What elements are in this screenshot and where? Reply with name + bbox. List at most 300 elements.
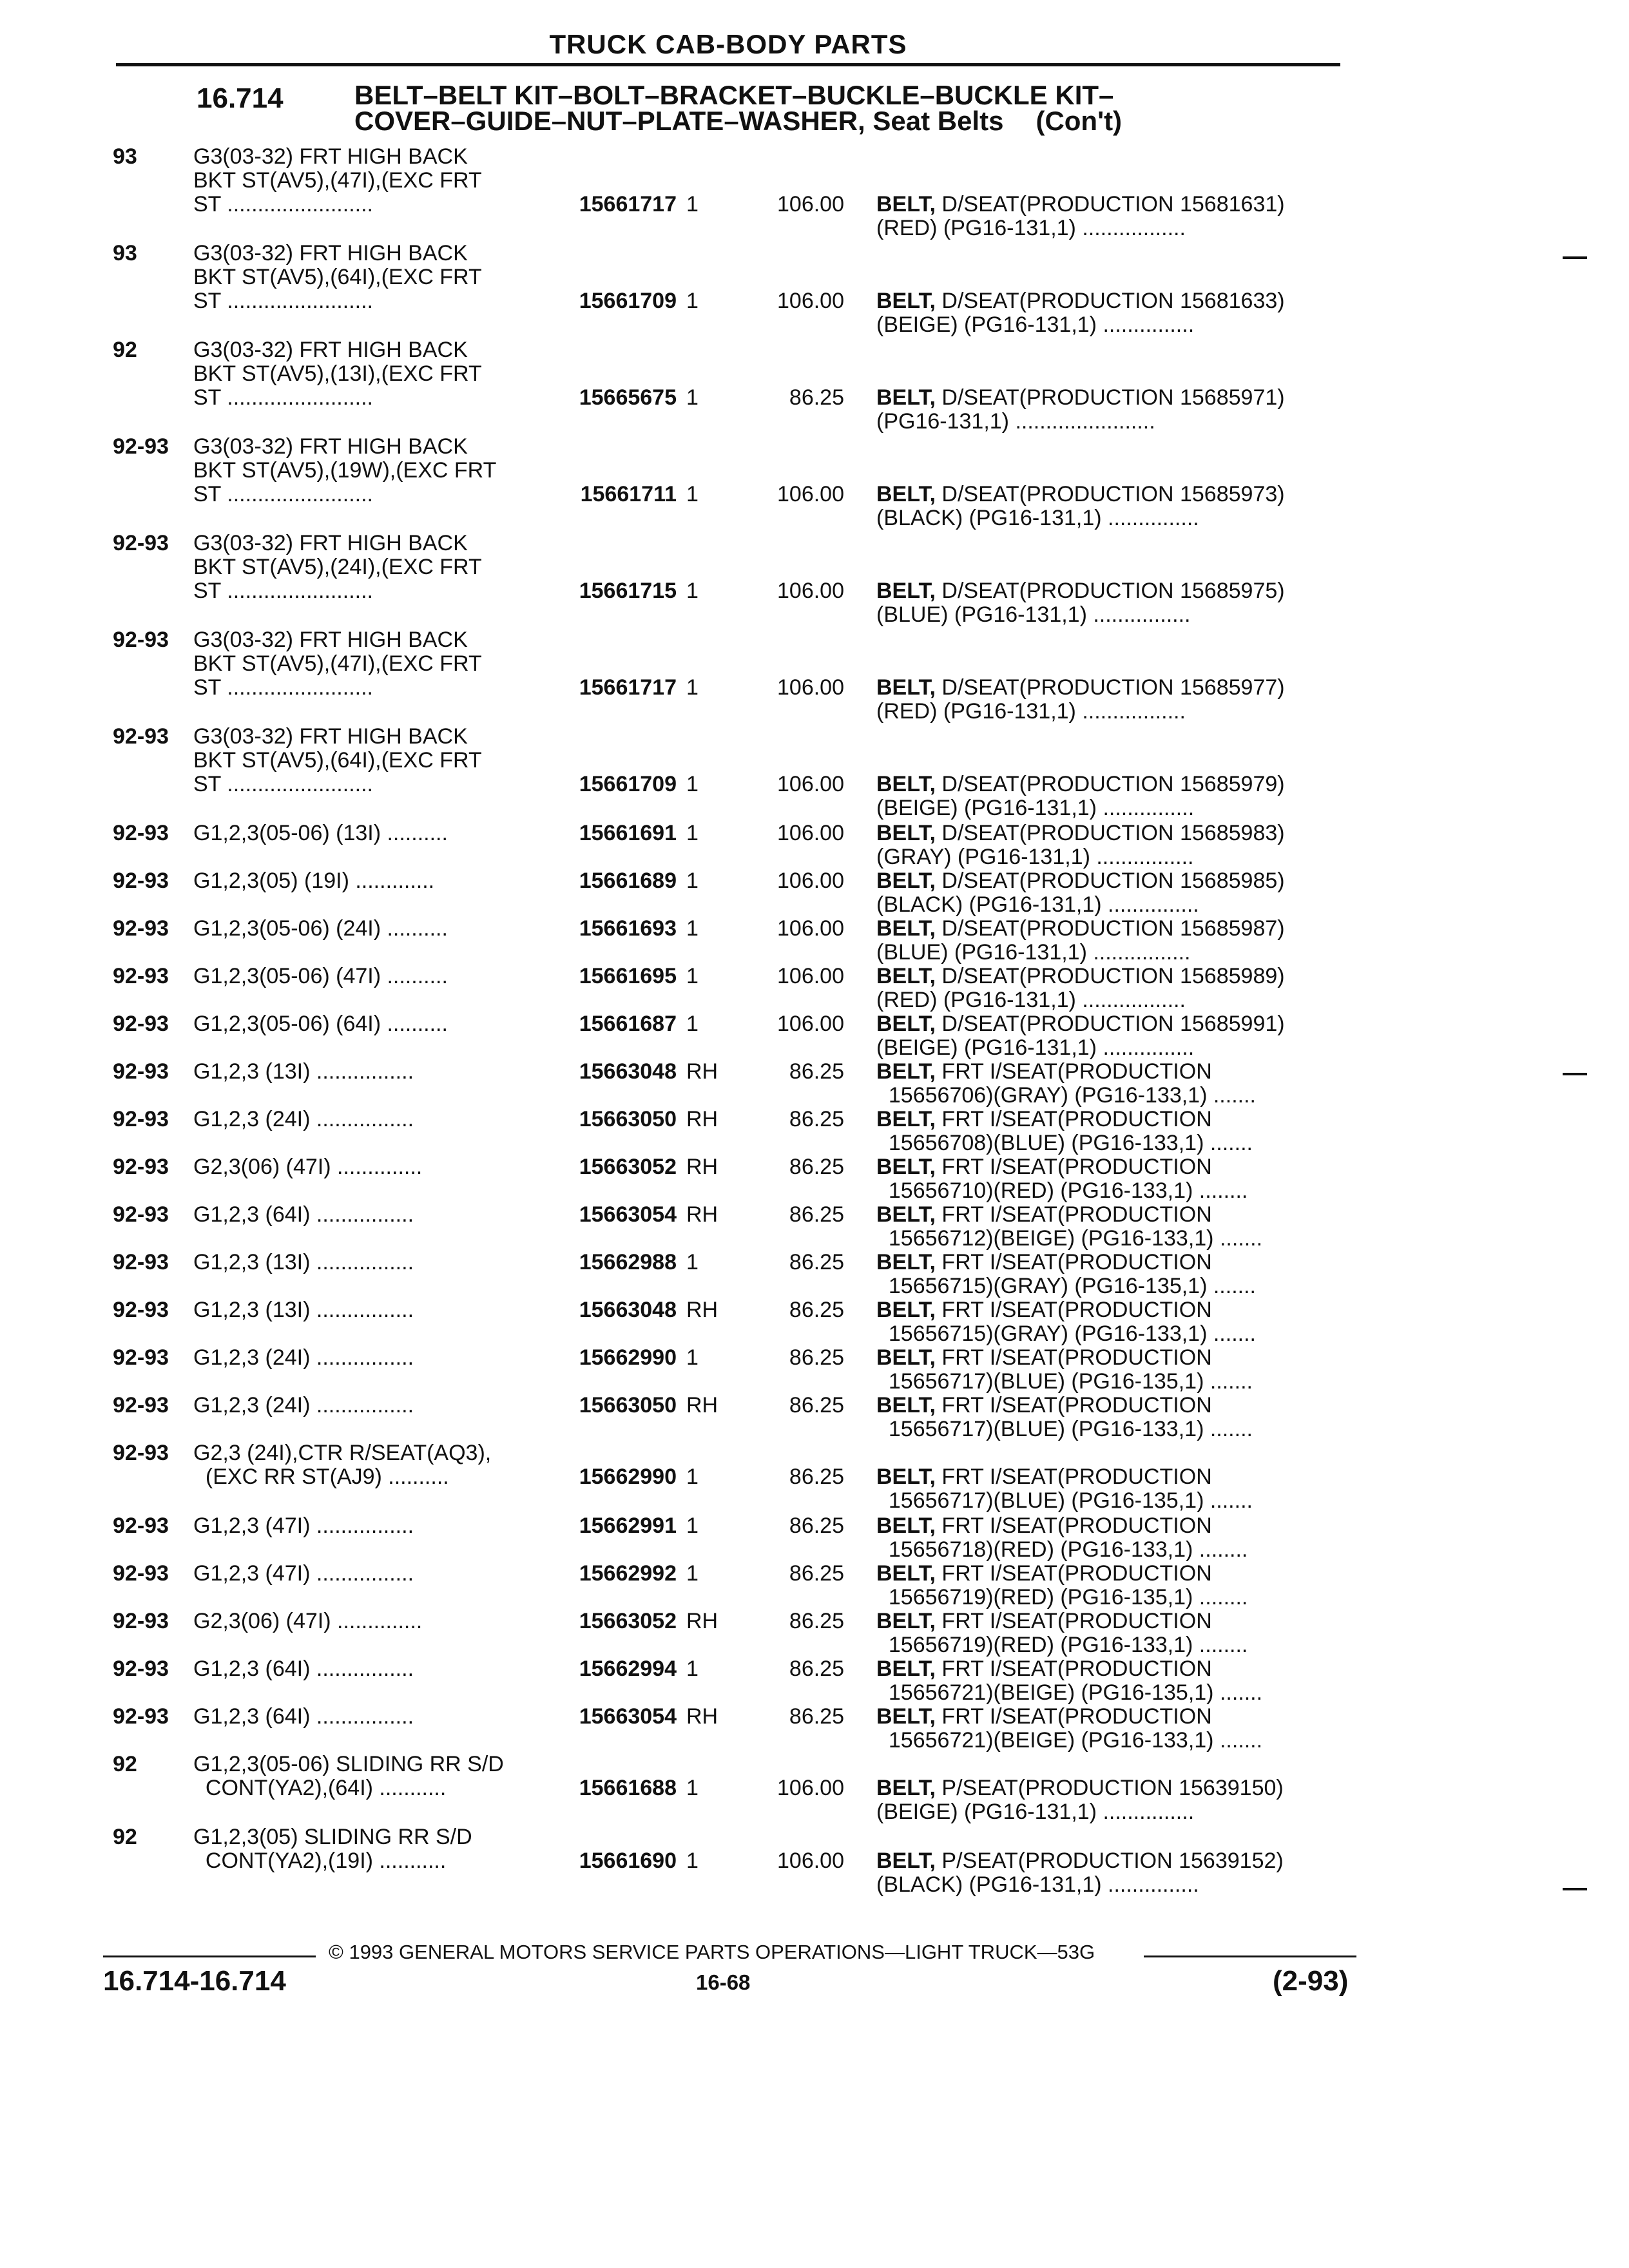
part-entry [0,1753,1629,1824]
figure-ref: 92-93 [113,1345,169,1370]
remark-text: FRT I/SEAT(PRODUCTION [941,1345,1212,1370]
part-number: 15661691 [579,821,677,845]
part-name: BELT, [876,1107,936,1131]
part-name: BELT, [876,1561,936,1586]
remark-text: FRT I/SEAT(PRODUCTION [941,1465,1212,1489]
quantity: RH [686,1704,718,1729]
quantity: 1 [686,482,699,506]
price: 86.25 [789,1609,844,1633]
part-number: 15665675 [579,385,677,410]
part-entry [0,1610,1629,1657]
part-remark [876,1873,1340,1897]
usage-description: G1,2,3 (24I) ................ [193,1393,414,1418]
part-remark [876,506,1340,530]
part-entry [0,145,1629,240]
part-number: 15663048 [579,1059,677,1084]
remark-text: D/SEAT(PRODUCTION 15685987) [941,916,1285,941]
figure-ref: 92-93 [113,1012,169,1036]
part-remark [876,1298,1340,1322]
remark-text: 15656710)(RED) (PG16-133,1) ........ [876,1178,1248,1203]
group-title [354,82,1385,134]
quantity: 1 [686,385,699,410]
part-remark [876,1346,1340,1370]
quantity: RH [686,1202,718,1227]
part-remark [876,1729,1340,1753]
part-remark [876,1203,1340,1227]
part-remark [876,822,1340,845]
part-remark [876,1465,1340,1489]
price: 106.00 [777,916,844,941]
usage-description: ST ........................ [193,482,373,506]
part-remark [876,1322,1340,1346]
remark-text: FRT I/SEAT(PRODUCTION [941,1561,1212,1586]
part-name: BELT, [876,1298,936,1322]
part-remark [876,1179,1340,1203]
footer-rule-right [1144,1956,1356,1957]
part-name: BELT, [876,1345,936,1370]
part-remark [876,1562,1340,1586]
usage-description: G1,2,3(05-06) (13I) .......... [193,821,448,845]
figure-ref: 92-93 [113,628,169,652]
usage-description: G1,2,3(05-06) (64I) .......... [193,1012,448,1036]
price: 106.00 [777,675,844,700]
usage-description: BKT ST(AV5),(24I),(EXC FRT [193,555,482,579]
part-number: 15661709 [579,772,677,796]
usage-description: ST ........................ [193,385,373,410]
part-name: BELT, [876,1609,936,1633]
part-name: BELT, [876,1202,936,1227]
remark-text: (BLUE) (PG16-131,1) ................ [876,602,1191,627]
part-name: BELT, [876,869,936,893]
figure-ref: 92-93 [113,531,169,555]
figure-ref: 92 [113,1752,137,1776]
figure-ref: 92-93 [113,1107,169,1131]
remark-text: 15656719)(RED) (PG16-135,1) ........ [876,1585,1248,1610]
usage-description: (EXC RR ST(AJ9) .......... [193,1465,449,1489]
usage-description: G3(03-32) FRT HIGH BACK [193,724,468,749]
part-entry [0,965,1629,1012]
remark-text: D/SEAT(PRODUCTION 15685985) [941,869,1285,893]
part-entry [0,1298,1629,1346]
price: 86.25 [789,1202,844,1227]
quantity: 1 [686,1776,699,1800]
figure-ref: 92-93 [113,1393,169,1418]
part-number: 15662990 [579,1465,677,1489]
price: 86.25 [789,1561,844,1586]
part-number: 15661693 [579,916,677,941]
part-entry [0,242,1629,337]
part-entry [0,435,1629,530]
group-title-line-2: COVER–GUIDE–NUT–PLATE–WASHER, Seat Belts [354,106,1004,136]
usage-description: G3(03-32) FRT HIGH BACK [193,531,468,555]
part-entry [0,1108,1629,1155]
usage-description: G2,3 (24I),CTR R/SEAT(AQ3), [193,1441,492,1465]
usage-description: G3(03-32) FRT HIGH BACK [193,434,468,459]
quantity: 1 [686,1514,699,1538]
figure-ref: 92-93 [113,1561,169,1586]
part-remark [876,1084,1340,1108]
quantity: 1 [686,1250,699,1274]
usage-description: G2,3(06) (47I) .............. [193,1609,423,1633]
margin-tick [1563,256,1587,259]
quantity: 1 [686,772,699,796]
remark-text: (RED) (PG16-131,1) ................. [876,988,1186,1012]
price: 106.00 [777,289,844,313]
part-entry [0,1346,1629,1394]
price: 86.25 [789,1298,844,1322]
remark-text: FRT I/SEAT(PRODUCTION [941,1609,1212,1633]
figure-ref: 92-93 [113,434,169,459]
part-remark [876,1370,1340,1394]
part-remark [876,579,1340,603]
quantity: 1 [686,1345,699,1370]
price: 106.00 [777,1012,844,1036]
usage-description: ST ........................ [193,772,373,796]
part-remark [876,1586,1340,1610]
usage-description: ST ........................ [193,192,373,216]
usage-description: G1,2,3 (13I) ................ [193,1250,414,1274]
remark-text: D/SEAT(PRODUCTION 15685989) [941,964,1285,988]
part-entry [0,725,1629,820]
part-remark [876,216,1340,240]
figure-ref: 92-93 [113,821,169,845]
revision-date: (2-93) [1273,1965,1349,1997]
remark-text: D/SEAT(PRODUCTION 15685977) [941,675,1285,700]
part-name: BELT, [876,192,936,216]
remark-text: (BLACK) (PG16-131,1) ............... [876,506,1199,530]
part-name: BELT, [876,1776,936,1800]
part-entry [0,917,1629,965]
part-name: BELT, [876,821,936,845]
remark-text: 15656715)(GRAY) (PG16-135,1) ....... [876,1274,1256,1298]
part-name: BELT, [876,1059,936,1084]
price: 86.25 [789,1155,844,1179]
price: 106.00 [777,1849,844,1873]
remark-text: 15656712)(BEIGE) (PG16-133,1) ....... [876,1226,1263,1251]
part-name: BELT, [876,579,936,603]
usage-description: CONT(YA2),(64I) ........... [193,1776,447,1800]
quantity: 1 [686,821,699,845]
part-number: 15663048 [579,1298,677,1322]
usage-description: G1,2,3 (13I) ................ [193,1059,414,1084]
part-entry [0,1012,1629,1060]
figure-ref: 92-93 [113,1250,169,1274]
figure-ref: 92-93 [113,1704,169,1729]
usage-description: G1,2,3 (24I) ................ [193,1107,414,1131]
remark-text: (BLACK) (PG16-131,1) ............... [876,1872,1199,1897]
figure-ref: 92-93 [113,1155,169,1179]
part-remark [876,1274,1340,1298]
remark-text: D/SEAT(PRODUCTION 15685973) [941,482,1285,506]
remark-text: D/SEAT(PRODUCTION 15681631) [941,192,1285,216]
remark-text: 15656721)(BEIGE) (PG16-133,1) ....... [876,1728,1263,1753]
remark-text: (PG16-131,1) ....................... [876,409,1155,434]
part-entry [0,628,1629,724]
part-remark [876,1800,1340,1824]
part-name: BELT, [876,1849,936,1873]
part-remark [876,1681,1340,1705]
remark-text: FRT I/SEAT(PRODUCTION [941,1393,1212,1418]
part-entry [0,1657,1629,1705]
remark-text: (GRAY) (PG16-131,1) ................ [876,845,1194,869]
part-remark [876,1394,1340,1418]
remark-text: (RED) (PG16-131,1) ................. [876,699,1186,724]
quantity: 1 [686,916,699,941]
part-number: 15661717 [579,675,677,700]
quantity: RH [686,1298,718,1322]
usage-description: G1,2,3(05-06) (24I) .......... [193,916,448,941]
part-entry [0,869,1629,917]
part-name: BELT, [876,1514,936,1538]
usage-description: BKT ST(AV5),(19W),(EXC FRT [193,458,497,483]
usage-description: G1,2,3 (64I) ................ [193,1202,414,1227]
part-number: 15663050 [579,1393,677,1418]
part-remark [876,1538,1340,1562]
part-number: 15661717 [579,192,677,216]
part-remark [876,1108,1340,1131]
quantity: RH [686,1155,718,1179]
part-remark [876,796,1340,820]
quantity: 1 [686,1465,699,1489]
group-code: 16.714 [197,82,284,114]
quantity: RH [686,1609,718,1633]
quantity: 1 [686,964,699,988]
remark-text: 15656717)(BLUE) (PG16-135,1) ....... [876,1369,1253,1394]
remark-text: D/SEAT(PRODUCTION 15685975) [941,579,1285,603]
part-remark [876,1418,1340,1441]
price: 106.00 [777,1776,844,1800]
part-remark [876,676,1340,700]
usage-description: G3(03-32) FRT HIGH BACK [193,144,468,169]
usage-description: G3(03-32) FRT HIGH BACK [193,338,468,362]
part-name: BELT, [876,1704,936,1729]
part-entry [0,1705,1629,1753]
part-remark [876,700,1340,724]
remark-text: (BEIGE) (PG16-131,1) ............... [876,796,1195,820]
quantity: RH [686,1107,718,1131]
remark-text: FRT I/SEAT(PRODUCTION [941,1704,1212,1729]
remark-text: D/SEAT(PRODUCTION 15685979) [941,772,1285,796]
part-number: 15663050 [579,1107,677,1131]
remark-text: 15656721)(BEIGE) (PG16-135,1) ....... [876,1680,1263,1705]
part-remark [876,845,1340,869]
part-entry [0,1514,1629,1562]
price: 106.00 [777,821,844,845]
remark-text: FRT I/SEAT(PRODUCTION [941,1107,1212,1131]
part-remark [876,603,1340,627]
part-number: 15661690 [579,1849,677,1873]
part-remark [876,313,1340,337]
part-name: BELT, [876,482,936,506]
part-number: 15663052 [579,1609,677,1633]
part-number: 15662991 [579,1514,677,1538]
quantity: 1 [686,579,699,603]
part-number: 15661687 [579,1012,677,1036]
copyright-notice: © 1993 GENERAL MOTORS SERVICE PARTS OPERATIONS—LIGHT TRUCK—53G [329,1941,1095,1963]
price: 106.00 [777,482,844,506]
price: 86.25 [789,1704,844,1729]
part-remark [876,869,1340,893]
margin-tick [1563,1888,1587,1890]
usage-description: G1,2,3 (47I) ................ [193,1514,414,1538]
price: 106.00 [777,964,844,988]
remark-text: FRT I/SEAT(PRODUCTION [941,1514,1212,1538]
figure-ref: 92-93 [113,724,169,749]
usage-description: G1,2,3 (24I) ................ [193,1345,414,1370]
price: 86.25 [789,1059,844,1084]
figure-ref: 92-93 [113,916,169,941]
remark-text: FRT I/SEAT(PRODUCTION [941,1657,1212,1681]
part-remark [876,965,1340,988]
usage-description: BKT ST(AV5),(64I),(EXC FRT [193,265,482,289]
usage-description: BKT ST(AV5),(47I),(EXC FRT [193,168,482,193]
part-entry [0,532,1629,627]
part-remark [876,893,1340,917]
part-number: 15663052 [579,1155,677,1179]
part-entry [0,822,1629,869]
price: 86.25 [789,1107,844,1131]
remark-text: FRT I/SEAT(PRODUCTION [941,1298,1212,1322]
footer-rule-left [103,1956,316,1957]
quantity: 1 [686,1657,699,1681]
part-remark [876,1633,1340,1657]
usage-description: G1,2,3(05) SLIDING RR S/D [193,1825,472,1849]
figure-ref: 92 [113,1825,137,1849]
remark-text: 15656718)(RED) (PG16-133,1) ........ [876,1537,1248,1562]
price: 106.00 [777,192,844,216]
part-number: 15663054 [579,1202,677,1227]
usage-description: ST ........................ [193,289,373,313]
part-remark [876,1514,1340,1538]
usage-description: CONT(YA2),(19I) ........... [193,1849,447,1873]
remark-text: (RED) (PG16-131,1) ................. [876,216,1186,240]
quantity: 1 [686,1012,699,1036]
part-remark [876,386,1340,410]
usage-description: G1,2,3 (64I) ................ [193,1657,414,1681]
part-remark [876,1489,1340,1513]
figure-ref: 93 [113,241,137,265]
part-name: BELT, [876,289,936,313]
remark-text: FRT I/SEAT(PRODUCTION [941,1202,1212,1227]
usage-description: G2,3(06) (47I) .............. [193,1155,423,1179]
usage-description: ST ........................ [193,579,373,603]
figure-ref: 92-93 [113,1441,169,1465]
remark-text: 15656715)(GRAY) (PG16-133,1) ....... [876,1321,1256,1346]
remark-text: (BEIGE) (PG16-131,1) ............... [876,1800,1195,1824]
part-remark [876,1012,1340,1036]
quantity: 1 [686,192,699,216]
continued-label: (Con't) [1036,106,1123,136]
part-entry [0,1060,1629,1108]
part-number: 15661695 [579,964,677,988]
price: 86.25 [789,1250,844,1274]
part-remark [876,773,1340,796]
part-name: BELT, [876,1250,936,1274]
price: 106.00 [777,579,844,603]
figure-ref: 92-93 [113,1657,169,1681]
part-remark [876,1227,1340,1251]
part-entry [0,1394,1629,1441]
part-entry [0,1251,1629,1298]
part-remark [876,1251,1340,1274]
part-number: 15662994 [579,1657,677,1681]
part-number: 15663054 [579,1704,677,1729]
part-name: BELT, [876,1155,936,1179]
remark-text: 15656719)(RED) (PG16-133,1) ........ [876,1633,1248,1657]
figure-ref: 92-93 [113,1059,169,1084]
page-number: 16-68 [696,1970,751,1994]
remark-text: 15656708)(BLUE) (PG16-133,1) ....... [876,1131,1253,1155]
part-remark [876,917,1340,941]
part-entry [0,1562,1629,1610]
price: 86.25 [789,1393,844,1418]
price: 106.00 [777,772,844,796]
part-number: 15662992 [579,1561,677,1586]
remark-text: P/SEAT(PRODUCTION 15639152) [941,1849,1284,1873]
part-number: 15662988 [579,1250,677,1274]
quantity: RH [686,1059,718,1084]
remark-text: 15656717)(BLUE) (PG16-135,1) ....... [876,1488,1253,1513]
part-name: BELT, [876,1465,936,1489]
part-entry [0,1203,1629,1251]
part-remark [876,941,1340,965]
part-entry [0,1825,1629,1897]
part-name: BELT, [876,385,936,410]
figure-ref: 92-93 [113,1514,169,1538]
part-remark [876,1657,1340,1681]
part-remark [876,410,1340,434]
part-remark [876,1131,1340,1155]
part-name: BELT, [876,1012,936,1036]
usage-description: G1,2,3(05-06) SLIDING RR S/D [193,1752,504,1776]
price: 86.25 [789,1345,844,1370]
part-remark [876,1036,1340,1060]
group-title-line-1: BELT–BELT KIT–BOLT–BRACKET–BUCKLE–BUCKLE KIT– [354,80,1114,110]
price: 86.25 [789,1465,844,1489]
remark-text: 15656717)(BLUE) (PG16-133,1) ....... [876,1417,1253,1441]
quantity: RH [686,1393,718,1418]
remark-text: FRT I/SEAT(PRODUCTION [941,1059,1212,1084]
part-remark [876,1060,1340,1084]
quantity: 1 [686,675,699,700]
figure-ref: 92-93 [113,1298,169,1322]
remark-text: FRT I/SEAT(PRODUCTION [941,1155,1212,1179]
usage-description: G1,2,3(05-06) (47I) .......... [193,964,448,988]
usage-description: BKT ST(AV5),(13I),(EXC FRT [193,361,482,386]
part-number: 15661688 [579,1776,677,1800]
remark-text: D/SEAT(PRODUCTION 15685983) [941,821,1285,845]
remark-text: (BLUE) (PG16-131,1) ................ [876,940,1191,965]
part-remark [876,1776,1340,1800]
figure-ref: 92-93 [113,1609,169,1633]
part-name: BELT, [876,772,936,796]
part-name: BELT, [876,1393,936,1418]
part-number: 15661709 [579,289,677,313]
price: 86.25 [789,1514,844,1538]
quantity: 1 [686,1849,699,1873]
part-remark [876,289,1340,313]
remark-text: P/SEAT(PRODUCTION 15639150) [941,1776,1284,1800]
quantity: 1 [686,1561,699,1586]
part-number: 15661689 [579,869,677,893]
part-remark [876,1155,1340,1179]
part-entry [0,1155,1629,1203]
figure-ref: 92-93 [113,1202,169,1227]
part-remark [876,1705,1340,1729]
part-remark [876,988,1340,1012]
figure-ref: 92 [113,338,137,362]
remark-text: (BEIGE) (PG16-131,1) ............... [876,312,1195,337]
